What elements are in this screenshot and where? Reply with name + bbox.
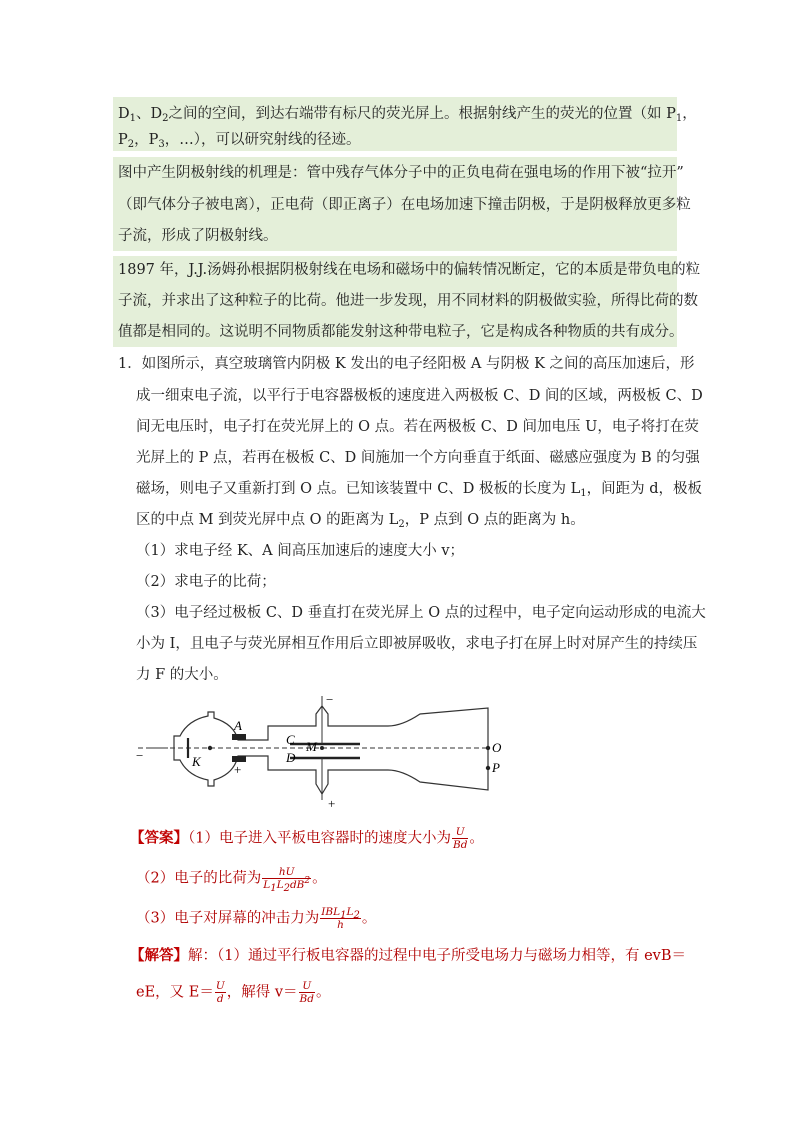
intro-p2-line-2: （即气体分子被电离），正电荷（即正离子）在电场加速下撞击阴极，于是阴极释放更多粒 (118, 197, 691, 213)
subquestion-3-line-3: 力 F 的大小。 (136, 667, 228, 683)
subquestion-1: （1）求电子经 K、A 间高压加速后的速度大小 v； (136, 543, 465, 559)
question-line-3: 间无电压时，电子打在荧光屏上的 O 点。若在两极板 C、D 间加电压 U，电子将打在荧 (136, 419, 699, 435)
question-line-1: 1．如图所示，真空玻璃管内阴极 K 发出的电子经阳极 A 与阴极 K 之间的高压加速后，形 (118, 356, 695, 372)
question-line-4: 光屏上的 P 点，若再在极板 C、D 间施加一个方向垂直于纸面、磁感应强度为 B 的匀强 (136, 450, 700, 466)
point-M (320, 746, 324, 750)
fraction-force: $\frac{IBL_1L_2}{h}$ (321, 906, 360, 931)
solution-line-2: eE，又 E＝ $\frac{U}{d}$ ，解得 v＝ $\frac{U}{Bd}$ 。 (136, 980, 331, 1005)
answer-tag: 【答案】 (130, 829, 188, 847)
intro-p3-line-2: 子流，并求出了这种粒子的比荷。他进一步发现，用不同材料的阴极做实验，所得比荷的数 (118, 293, 698, 309)
answer-1: 【答案】（1）电子进入平板电容器时的速度大小为 $\frac{U}{Bd}$ 。 (130, 826, 484, 851)
glass-tube (174, 706, 488, 794)
point-P (486, 766, 490, 770)
label-O: O (492, 740, 502, 755)
intro-p2-line-1: 图中产生阴极射线的机理是：管中残存气体分子中的正负电荷在强电场的作用下被“拉开” (118, 165, 684, 181)
intro-p3-line-1: 1897 年，J.J.汤姆孙根据阴极射线在电场和磁场中的偏转情况断定，它的本质是带负电的粒 (118, 262, 701, 278)
question-line-2: 成一细束电子流，以平行于电容器极板的速度进入两极板 C、D 间的区域，两极板 C、D (136, 388, 703, 404)
answer-3: （3）电子对屏幕的冲击力为 $\frac{IBL_1L_2}{h}$ 。 (136, 906, 377, 931)
fraction-v: $\frac{U}{Bd}$ (299, 980, 314, 1005)
bulb-center-dot (208, 746, 212, 750)
label-plus-D: + (328, 796, 336, 811)
intro-p3-line-3: 值都是相同的。这说明不同物质都能发射这种带电粒子，它是构成各种物质的共有成分。 (118, 324, 684, 340)
subquestion-3-line-1: （3）电子经过极板 C、D 垂直打在荧光屏上 O 点的过程中，电子定向运动形成的电流大 (136, 605, 706, 621)
answer-2: （2）电子的比荷为 $\frac{hU}{L_1L_2dB^2}$ 。 (136, 866, 327, 894)
question-line-5: 磁场，则电子又重新打到 O 点。已知该装置中 C、D 极板的长度为 $L_1$，间距为 d，极板 (136, 481, 703, 499)
point-O (486, 746, 490, 750)
intro-p2-line-3: 子流，形成了阴极射线。 (118, 228, 278, 244)
label-C: C (286, 732, 295, 747)
intro-line-2: $P_2$，$P_3$，…），可以研究射线的径迹。 (118, 132, 361, 150)
label-P: P (492, 760, 500, 775)
fraction-U-over-Bd: $\frac{U}{Bd}$ (452, 826, 468, 851)
fraction-charge-mass: $\frac{hU}{L_1L_2dB^2}$ (263, 866, 311, 894)
subquestion-2: （2）求电子的比荷； (136, 574, 276, 590)
label-K: K (192, 754, 201, 769)
label-plus-A: + (234, 762, 242, 777)
label-M: M (306, 739, 317, 754)
anode-A-upper (232, 734, 246, 740)
solution-line-1: 【解答】解：（1）通过平行板电容器的过程中电子所受电场力与磁场力相等，有 evB＝ (130, 947, 687, 964)
label-minus-K: − (136, 748, 144, 763)
label-D: D (286, 750, 296, 765)
cathode-ray-tube-diagram (130, 692, 520, 812)
fraction-U-over-d: $\frac{U}{d}$ (215, 980, 225, 1005)
question-line-6: 区的中点 M 到荧光屏中点 O 的距离为 $L_2$，P 点到 O 点的距离为 h。 (136, 512, 585, 530)
label-A: A (234, 718, 242, 733)
subquestion-3-line-2: 小为 I，且电子与荧光屏相互作用后立即被屏吸收，求电子打在屏上时对屏产生的持续压 (136, 636, 698, 652)
label-minus-C: − (326, 692, 334, 707)
intro-line-1: $D_1$、$D_2$之间的空间，到达右端带有标尺的荧光屏上。根据射线产生的荧光的位置（如 $P_1$， (118, 106, 697, 124)
solution-tag: 【解答】 (130, 947, 188, 964)
